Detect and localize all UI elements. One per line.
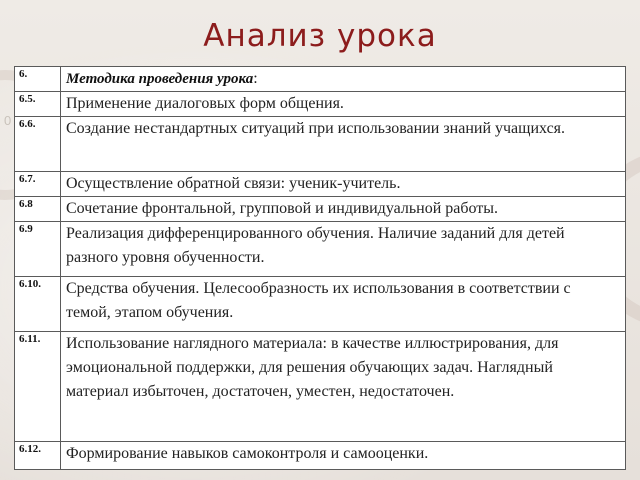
row-number: 6.9: [15, 222, 61, 277]
row-number: 6.7.: [15, 172, 61, 197]
table-row: [15, 197, 626, 222]
header-colon: :: [253, 70, 258, 87]
table-row: [15, 172, 626, 197]
table-header-row: [15, 67, 626, 92]
row-text: Формирование навыков самоконтроля и самооценки.: [61, 442, 626, 470]
row-text: Средства обучения. Целесообразность их использования в соответствии с темой, этапом обучения.: [61, 277, 626, 332]
row-text: Реализация дифференцированного обучения. Наличие заданий для детей разного уровня обученности.: [61, 222, 626, 277]
lesson-analysis-table: [14, 66, 626, 470]
slide-title: Анализ урока: [203, 18, 437, 54]
row-number: 6.5.: [15, 92, 61, 117]
row-text: Создание нестандартных ситуаций при использовании знаний учащихся.: [61, 117, 626, 172]
header-text: Методика проведения урока: [66, 71, 254, 87]
row-text: Использование наглядного материала: в качестве иллюстрирования, для эмоциональной поддержки, для решения обучающих задач. Наглядный материал избыточен, достаточен, уместен, недостаточен.: [61, 332, 626, 442]
table-row: [15, 442, 626, 470]
row-number: 6.12.: [15, 442, 61, 470]
table-row: [15, 222, 626, 277]
row-number: 6.10.: [15, 277, 61, 332]
row-text: Осуществление обратной связи: ученик-учитель.: [61, 172, 626, 197]
row-number: 6.11.: [15, 332, 61, 442]
table-row: [15, 277, 626, 332]
row-number: 6.6.: [15, 117, 61, 172]
table-row: [15, 117, 626, 172]
edge-mark: 0: [4, 113, 12, 128]
row-text: Применение диалоговых форм общения.: [61, 92, 626, 117]
row-text: Сочетание фронтальной, групповой и индивидуальной работы.: [61, 197, 626, 222]
table-row: [15, 332, 626, 442]
header-cell: [61, 67, 626, 92]
table-row: [15, 92, 626, 117]
row-number: 6.: [15, 67, 61, 92]
row-number: 6.8: [15, 197, 61, 222]
